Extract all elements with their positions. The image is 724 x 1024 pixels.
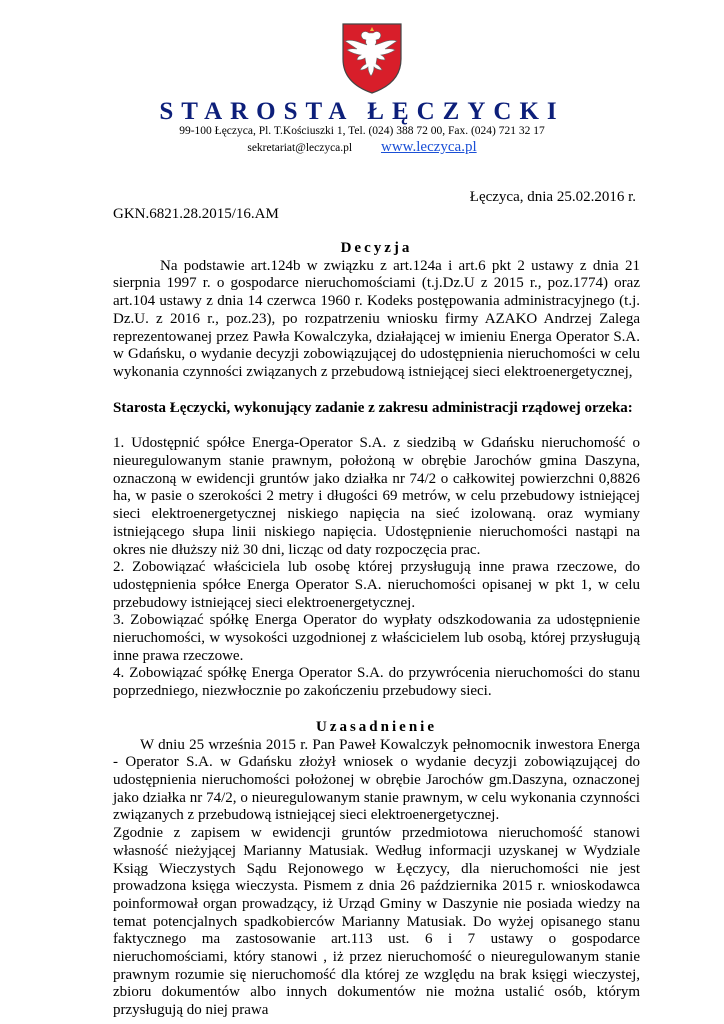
header-contact <box>0 139 724 156</box>
ruling-point: 3. Zobowiązać spółkę Energa Operator do wypłaty odszkodowania za udostępnienie nieruchomości, w wysokości uzgodnionej z właścicielem lub osobą, której przysługują inne prawa rzeczowe. <box>113 612 640 664</box>
justification-paragraph: Zgodnie z zapisem w ewidencji gruntów przedmiotowa nieruchomość stanowi własność nieżyjącej Marianny Matusiak. Według informacji uzyskanej w Wydziale Ksiąg Wieczystych Sądu Rejonowego w Łęczycy, dla nieruchomości nie jest prowadzona księga wieczysta. Pismem z dnia 26 października 2015 r. wnioskodawca poinformował organ prowadzący, iż Urząd Gminy w Daszynie nie posiada wiedzy na temat potencjalnych spadkobierców Marianny Matusiak. Do wyżej opisanego stanu faktycznego ma zastosowanie art.113 ust. 6 i 7 ustawy o gospodarce nieruchomościami, który stanowi , iż przez nieruchomość o nieuregulowanym stanie prawnym rozumie się nieruchomość dla której ze względu na brak księgi wieczystej, zbioru dokumentów albo innych dokumentów nie można ustalić osób, którym przysługują do niej prawa <box>113 825 640 1019</box>
header-email: sekretariat@leczyca.pl <box>247 142 353 154</box>
header-address: 99-100 Łęczyca, Pl. T.Kościuszki 1, Tel. (024) 388 72 00, Fax. (024) 721 32 17 <box>179 125 545 137</box>
decision-heading: Decyzja <box>340 240 413 256</box>
website-link[interactable]: www.leczyca.pl <box>380 139 477 155</box>
justification-paragraph: W dniu 25 września 2015 r. Pan Paweł Kowalczyk pełnomocnik inwestora Energa - Operator S.A. w Gdańsku złożył wniosek o wydanie decyzji zobowiązującej do udostępnienia nieruchomości położonej w obrębie Jarochów gm.Daszyna, oznaczonej jako działka nr 74/2, o nieuregulowanym stanie prawnym, w celu wykonania czynności związanych z przebudową istniejącej sieci elektroenergetycznej. <box>113 736 640 824</box>
ruling-point: 1. Udostępnić spółce Energa-Operator S.A. z siedzibą w Gdańsku nieruchomość o nieuregulowanym stanie prawnym, położoną w obrębie Jarochów gmina Daszyna, oznaczoną w ewidencji gruntów jako działka nr 74/2 o całkowitej powierzchni 0,8826 ha, w pasie o szerokości 2 metry i długości 69 metrów, w celu przebudowy istniejącej sieci elektroenergetycznej niskiego napięcia na sieć izolowaną. oraz wymiany istniejącego słupa linii niskiego napięcia. Udostępnienie nieruchomości nastąpi na okres nie dłuższy niż 30 dni, licząc od daty rozpoczęcia prac. <box>113 435 640 558</box>
document-reference: GKN.6821.28.2015/16.AM <box>113 206 279 222</box>
document-date: Łęczyca, dnia 25.02.2016 r. <box>469 189 636 205</box>
coat-of-arms-icon <box>340 21 404 95</box>
document-body <box>113 240 640 1020</box>
ruling-point: 2. Zobowiązać właściciela lub osobę której przysługują inne prawa rzeczowe, do udostępnienia spółce Energa Operator S.A. nieruchomości opisanej w pkt 1, w celu przebudowy istniejącej sieci elektroenergetycznej. <box>113 559 640 611</box>
ruling-point: 4. Zobowiązać spółkę Energa Operator S.A. do przywrócenia nieruchomości do stanu poprzedniego, niezwłocznie po zakończeniu przebudowy sieci. <box>113 665 640 700</box>
justification-heading: Uzasadnienie <box>315 718 437 735</box>
decision-intro: Na podstawie art.124b w związku z art.124a i art.6 pkt 2 ustawy z dnia 21 sierpnia 1997 r. o gospodarce nieruchomościami (t.j.Dz.U z 2015 r., poz.1774) oraz art.104 ustawy z dnia 14 czerwca 1960 r. Kodeks postępowania administracyjnego (t.j. Dz.U. z 2016 r., poz.23), po rozpatrzeniu wniosku firmy AZAKO Andrzej Zalega reprezentowanej przez Pawła Kowalczyka, działającej w imieniu Energa Operator S.A. w Gdańsku, o wydanie decyzji zobowiązującej do udostępnienia nieruchomości w celu wykonania czynności związanych z przebudową istniejącej sieci elektroenergetycznej, <box>113 257 640 380</box>
header-title: STAROSTA ŁĘCZYCKI <box>159 98 565 125</box>
decision-ruling: Starosta Łęczycki, wykonujący zadanie z zakresu administracji rządowej orzeka: <box>113 399 633 416</box>
